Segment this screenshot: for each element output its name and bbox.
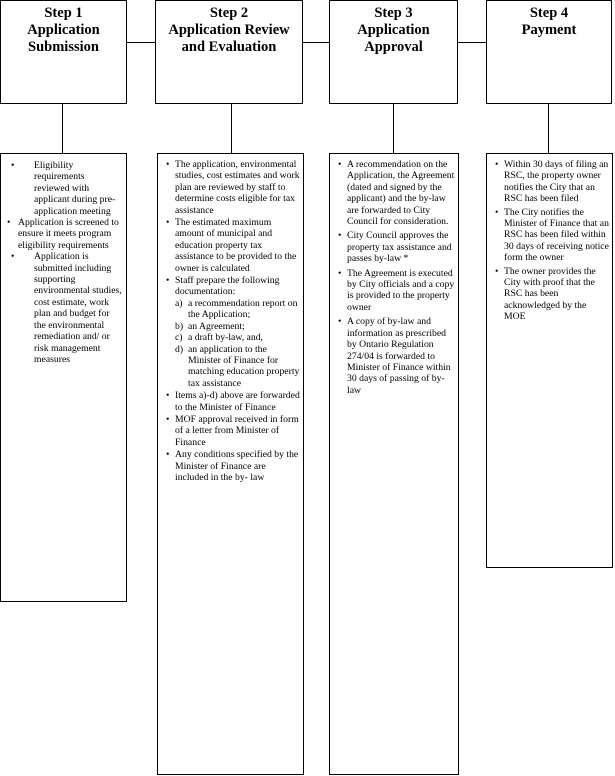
step1-header-line3: Submission: [28, 39, 99, 55]
list-item: • Any conditions specified by the Minister of Finance are included in the by- law: [166, 449, 299, 483]
bullet-icon: •: [11, 251, 15, 263]
bullet-icon: •: [338, 267, 342, 279]
step1-header-line1: Step 1: [44, 5, 83, 21]
bullet-icon: •: [166, 413, 170, 425]
step2-details-box: [157, 153, 304, 775]
list-item: • The City notifies the Minister of Finance that an RSC has been filed within 30 days of receiving notice form the owner: [495, 206, 609, 264]
step3-details-box: [329, 153, 459, 775]
step1-details-list: [7, 160, 122, 365]
list-item: • The estimated maximum amount of municipal and education property tax assistance to be provided to the owner is calculated: [166, 217, 297, 274]
list-item: • The application, environmental studies, cost estimates and work plan are reviewed by staff to determine costs eligible for tax assistance: [166, 159, 300, 216]
bullet-icon: •: [166, 217, 170, 229]
list-item: • City Council approves the property tax assistance and passes by-law *: [338, 230, 452, 265]
bullet-icon: •: [495, 265, 499, 277]
documentation-sublist: [175, 298, 300, 389]
step1-details-box: [0, 153, 127, 602]
bullet-icon: •: [338, 159, 342, 170]
list-item: • A copy of by-law and information as prescribed by Ontario Regulation 274/04 is forwarded to Minister of Finance within 30 days of passing of by-law: [338, 316, 451, 396]
connector-line-2-3: [302, 42, 330, 43]
bullet-icon: •: [338, 316, 342, 328]
step3-header-line2: Application: [357, 22, 430, 38]
sublist-item: a) a recommendation report on the Application;: [175, 297, 298, 321]
bullet-icon: •: [166, 159, 170, 170]
step1-header-line2: Application: [27, 22, 100, 38]
step3-header-line3: Approval: [364, 39, 423, 55]
list-item: • Eligibility requirements reviewed with applicant during pre-application meeting: [11, 160, 116, 217]
list-item: • The owner provides the City with proof that the RSC has been acknowledged by the MOE: [495, 265, 596, 323]
bullet-icon: •: [11, 160, 15, 171]
connector-line-step1-down: [62, 103, 63, 154]
bullet-icon: •: [166, 390, 170, 402]
bullet-icon: •: [166, 275, 170, 287]
connector-line-step3-down: [393, 103, 394, 154]
step3-header-box: [329, 0, 458, 104]
step1-header-box: [0, 0, 127, 104]
step2-header-box: [155, 0, 303, 104]
list-item: • Application is submitted including supporting environmental studies, cost estimate, work plan and budget for the environmental remediation and/ or risk management measures: [11, 251, 122, 365]
connector-line-3-4: [457, 42, 487, 43]
bullet-icon: •: [7, 217, 11, 229]
list-item: • Application is screened to ensure it meets program eligibility requirements: [7, 217, 119, 251]
list-item: • Items a)-d) above are forwarded to the Minister of Finance: [166, 390, 300, 413]
list-item: • MOF approval received in form of a letter from Minister of Finance: [166, 413, 299, 448]
list-item: • Staff prepare the following documentation: a) a recommendation report on the Application; b) an Agreement; c) a draft by-law, and, d) an application to the Minister of Finance for matching education property tax assistance: [166, 275, 300, 389]
step4-header-box: [486, 0, 612, 104]
bullet-icon: •: [495, 159, 499, 170]
sublist-item: b) an Agreement;: [175, 320, 245, 332]
connector-line-step4-down: [548, 103, 549, 154]
list-item: • The Agreement is executed by City officials and a copy is provided to the property owner: [338, 267, 455, 313]
sublist-item: c) a draft by-law, and,: [175, 332, 263, 344]
step3-header-line1: Step 3: [374, 5, 413, 21]
list-item: • A recommendation on the Application, the Agreement (dated and signed by the applicant) and the by-law are forwarded to City Council for consideration.: [338, 159, 455, 228]
step2-details-list: [166, 159, 300, 483]
connector-line-1-2: [126, 42, 155, 43]
step3-details-list: [338, 159, 455, 396]
step4-header-line1: Step 4: [529, 5, 569, 21]
step2-header-line3: and Evaluation: [181, 39, 277, 55]
step4-details-list: [495, 159, 609, 323]
bullet-icon: •: [338, 230, 342, 242]
sublist-item: d) an application to the Minister of Finance for matching education property tax assistance: [175, 343, 300, 389]
list-item: • Within 30 days of filing an RSC, the property owner notifies the City that an RSC has been filed: [495, 159, 609, 205]
bullet-icon: •: [495, 206, 499, 218]
step4-header-line2: Payment: [521, 22, 577, 38]
step2-header-line2: Application Review: [168, 22, 290, 38]
step2-header-line1: Step 2: [209, 5, 249, 21]
bullet-icon: •: [166, 449, 170, 461]
step4-details-box: [486, 153, 613, 568]
connector-line-step2-down: [231, 103, 232, 154]
